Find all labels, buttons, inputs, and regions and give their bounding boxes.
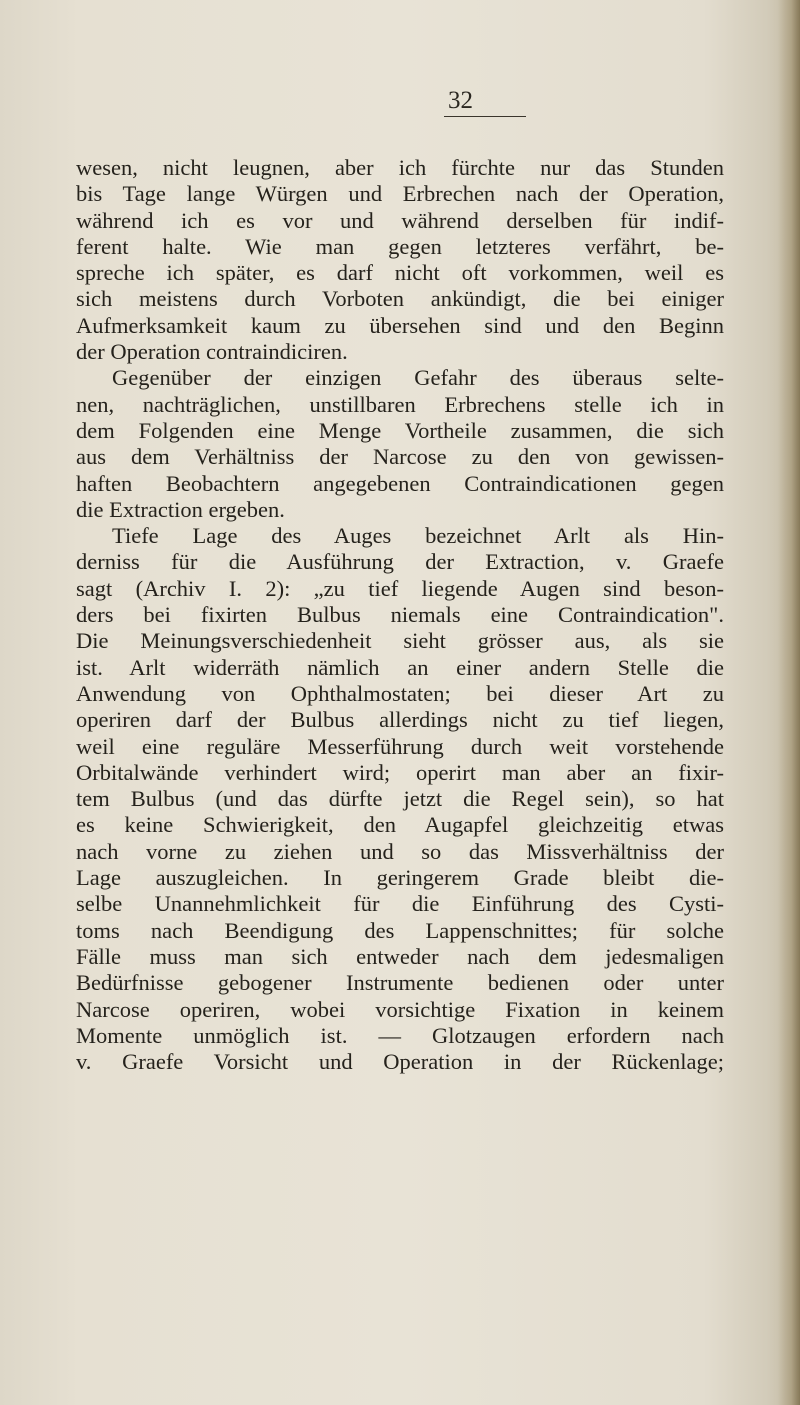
text-line: Bedürfnisse gebogener Instrumente bedienen oder unter <box>76 970 724 996</box>
text-line: aus dem Verhältniss der Narcose zu den von gewissen- <box>76 444 724 470</box>
text-line: sich meistens durch Vorboten ankündigt, die bei einiger <box>76 286 724 312</box>
text-line: während ich es vor und während derselben für indif- <box>76 207 724 233</box>
text-line: spreche ich später, es darf nicht oft vorkommen, weil es <box>76 260 724 286</box>
text-line: nen, nachträglichen, unstillbaren Erbrechens stelle ich in <box>76 391 724 417</box>
text-line: Lage auszugleichen. In geringerem Grade bleibt die- <box>76 865 724 891</box>
text-line: ders bei fixirten Bulbus niemals eine Contraindication". <box>76 602 724 628</box>
page-edge-shadow <box>778 0 800 1405</box>
text-line: der Operation contraindiciren. <box>76 339 348 365</box>
text-line: es keine Schwierigkeit, den Augapfel gleichzeitig etwas <box>76 812 724 838</box>
text-line: ferent halte. Wie man gegen letzteres verfährt, be- <box>76 233 724 259</box>
text-line: Narcose operiren, wobei vorsichtige Fixation in keinem <box>76 996 724 1022</box>
paragraph-start: Gegenüber der einzigen Gefahr des überaus selte- <box>112 365 724 391</box>
text-line: bis Tage lange Würgen und Erbrechen nach der Operation, <box>76 181 724 207</box>
text-line: selbe Unannehmlichkeit für die Einführung des Cysti- <box>76 891 724 917</box>
text-line: Die Meinungsverschiedenheit sieht grösser aus, als sie <box>76 628 724 654</box>
body-text <box>76 155 724 1075</box>
page-number: 32 <box>444 86 526 117</box>
text-line: operiren darf der Bulbus allerdings nicht zu tief liegen, <box>76 707 724 733</box>
text-line: Orbitalwände verhindert wird; operirt man aber an fixir- <box>76 759 724 785</box>
text-line: die Extraction ergeben. <box>76 496 285 522</box>
text-line: toms nach Beendigung des Lappenschnittes; für solche <box>76 917 724 943</box>
text-line: v. Graefe Vorsicht und Operation in der Rückenlage; <box>76 1049 724 1075</box>
paragraph-start: Tiefe Lage des Auges bezeichnet Arlt als Hin- <box>112 523 724 549</box>
text-line: Fälle muss man sich entweder nach dem jedesmaligen <box>76 943 724 969</box>
text-line: haften Beobachtern angegebenen Contraindicationen gegen <box>76 470 724 496</box>
text-line: Anwendung von Ophthalmostaten; bei dieser Art zu <box>76 680 724 706</box>
text-line: Aufmerksamkeit kaum zu übersehen sind und den Beginn <box>76 312 724 338</box>
text-line: Momente unmöglich ist. — Glotzaugen erfordern nach <box>76 1022 724 1048</box>
text-line: derniss für die Ausführung der Extraction, v. Graefe <box>76 549 724 575</box>
text-line: dem Folgenden eine Menge Vortheile zusammen, die sich <box>76 417 724 443</box>
text-line: sagt (Archiv I. 2): „zu tief liegende Augen sind beson- <box>76 575 724 601</box>
text-line: weil eine reguläre Messerführung durch weit vorstehende <box>76 733 724 759</box>
text-line: tem Bulbus (und das dürfte jetzt die Regel sein), so hat <box>76 786 724 812</box>
text-line: nach vorne zu ziehen und so das Missverhältniss der <box>76 838 724 864</box>
text-line: ist. Arlt widerräth nämlich an einer andern Stelle die <box>76 654 724 680</box>
text-line: wesen, nicht leugnen, aber ich fürchte nur das Stunden <box>76 155 724 180</box>
